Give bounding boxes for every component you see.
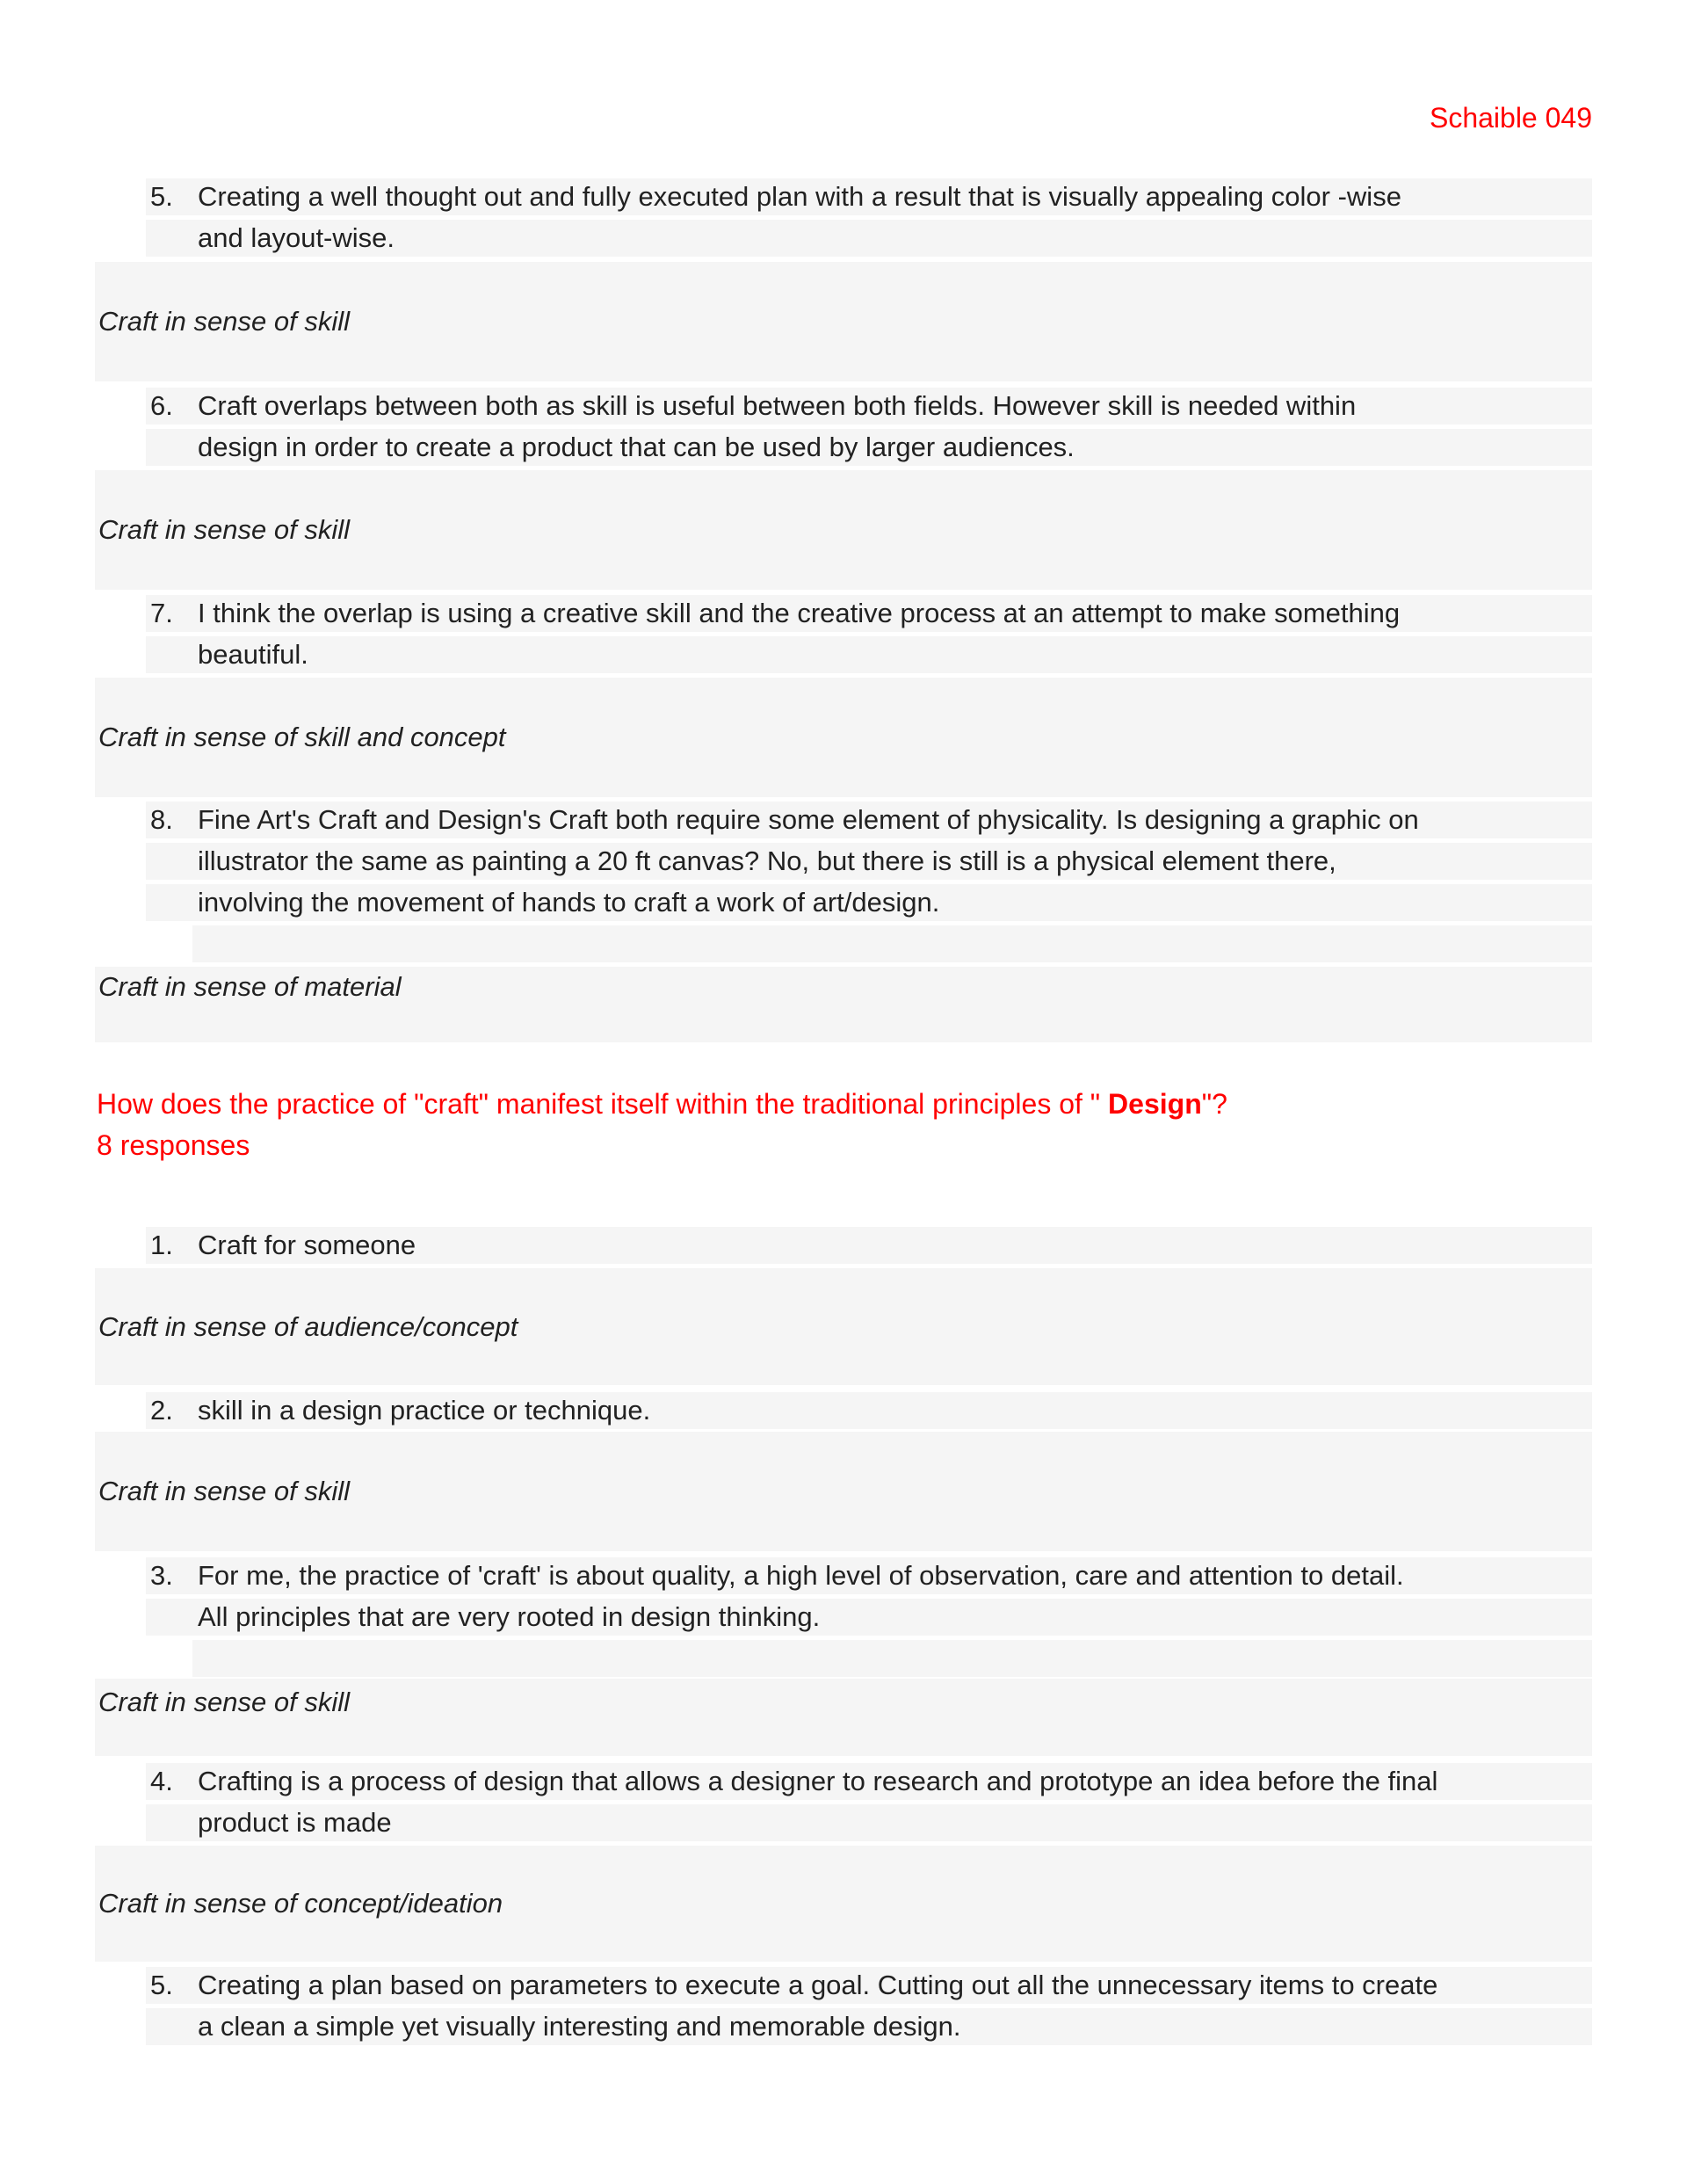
response-line [146, 636, 1592, 673]
response-text: and layout-wise. [198, 222, 395, 253]
response-line [146, 1804, 1592, 1841]
category-annotation [95, 1268, 1592, 1385]
response-line [146, 595, 1592, 632]
response-line [146, 1967, 1592, 2004]
category-annotation [95, 470, 1592, 590]
response-line [146, 1763, 1592, 1800]
response-text: Fine Art's Craft and Design's Craft both require some element of physicality. Is designing a graphic on [198, 804, 1419, 835]
question-heading [97, 1084, 1594, 1166]
response-text: Craft for someone [198, 1230, 416, 1260]
author-page-label: Schaible 049 [1429, 102, 1592, 134]
category-annotation-text: Craft in sense of skill and concept [98, 722, 506, 752]
response-text: Creating a plan based on parameters to execute a goal. Cutting out all the unnecessary items to create [198, 1970, 1438, 2000]
response-line [146, 388, 1592, 424]
response-text: Craft overlaps between both as skill is useful between both fields. However skill is needed within [198, 390, 1357, 421]
response-text: design in order to create a product that can be used by larger audiences. [198, 432, 1075, 462]
response-number: 5. [150, 181, 173, 212]
response-text: Creating a well thought out and fully executed plan with a result that is visually appealing color -wise [198, 181, 1401, 212]
response-number: 5. [150, 1970, 173, 2000]
response-line [146, 178, 1592, 215]
category-annotation-text: Craft in sense of material [98, 971, 402, 1002]
response-number: 2. [150, 1395, 173, 1426]
response-text: All principles that are very rooted in design thinking. [198, 1601, 821, 1632]
category-annotation-text: Craft in sense of concept/ideation [98, 1888, 503, 1919]
empty-highlight-line [192, 1640, 1592, 1677]
response-line [146, 2008, 1592, 2045]
response-number: 1. [150, 1230, 173, 1260]
response-text: skill in a design practice or technique. [198, 1395, 651, 1426]
response-line [146, 802, 1592, 838]
response-line [146, 1599, 1592, 1636]
category-annotation [95, 1432, 1592, 1551]
category-annotation-text: Craft in sense of skill [98, 306, 350, 337]
response-line [146, 220, 1592, 257]
empty-highlight-line [192, 925, 1592, 962]
category-annotation-text: Craft in sense of audience/concept [98, 1310, 518, 1342]
response-line [146, 1392, 1592, 1429]
response-line [146, 1227, 1592, 1264]
category-annotation [95, 678, 1592, 797]
response-number: 8. [150, 804, 173, 835]
category-annotation [95, 967, 1592, 1042]
response-count: 8 responses [97, 1129, 250, 1161]
response-line [146, 843, 1592, 880]
response-text: involving the movement of hands to craft a work of art/design. [198, 887, 940, 918]
response-number: 6. [150, 390, 173, 421]
category-annotation [95, 1846, 1592, 1962]
question-bold-term: Design [1108, 1088, 1202, 1120]
response-text: For me, the practice of 'craft' is about quality, a high level of observation, care and attention to detail. [198, 1560, 1404, 1591]
response-text: Crafting is a process of design that allows a designer to research and prototype an idea before the final [198, 1766, 1438, 1796]
category-annotation-text: Craft in sense of skill [98, 1687, 350, 1717]
response-line [146, 884, 1592, 921]
response-text: a clean a simple yet visually interesting and memorable design. [198, 2011, 961, 2042]
category-annotation-text: Craft in sense of skill [98, 1476, 350, 1506]
response-text: product is made [198, 1807, 392, 1838]
response-text: illustrator the same as painting a 20 ft canvas? No, but there is still is a physical element there, [198, 845, 1336, 876]
category-annotation-text: Craft in sense of skill [98, 514, 350, 545]
response-number: 7. [150, 598, 173, 628]
question-text: How does the practice of "craft" manifest itself within the traditional principles of " Design"? [97, 1088, 1227, 1120]
category-annotation [95, 1679, 1592, 1756]
response-text: I think the overlap is using a creative skill and the creative process at an attempt to make something [198, 598, 1401, 628]
category-annotation [95, 262, 1592, 381]
response-line [146, 1557, 1592, 1594]
response-line [146, 429, 1592, 466]
response-text: beautiful. [198, 639, 308, 670]
response-number: 3. [150, 1560, 173, 1591]
response-number: 4. [150, 1766, 173, 1796]
